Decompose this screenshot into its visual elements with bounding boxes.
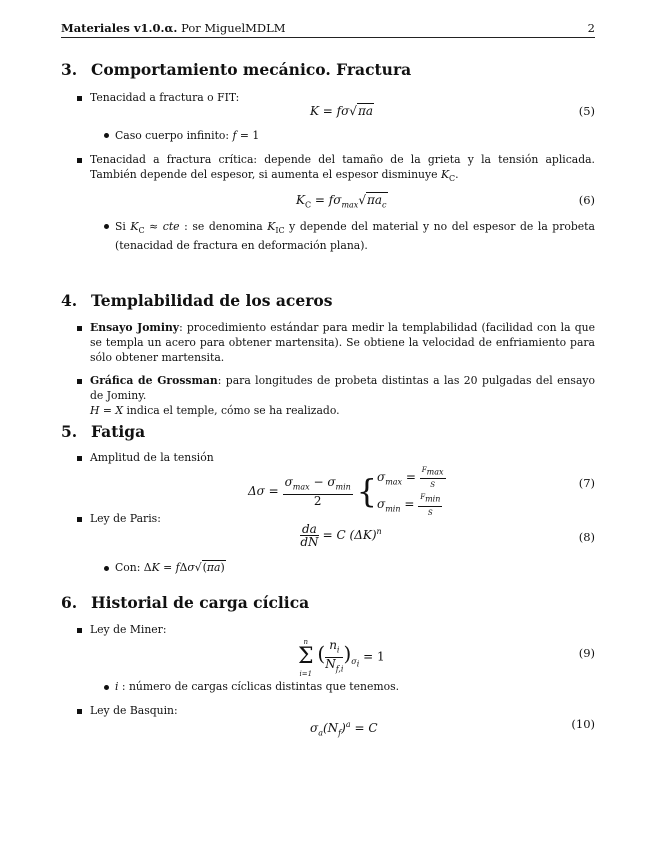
bullet-icon	[104, 133, 109, 138]
header-title: Materiales v1.0.α. Por MiguelMDLM	[61, 21, 286, 35]
running-header	[61, 20, 595, 38]
equation-6-number: (6)	[578, 193, 595, 207]
grossman-text: Gráfica de Grossman: para longitudes de probeta distintas a las 20 pulgadas del ensayo de Jominy. H = X indica el temple, cómo se ha realizado.	[90, 374, 595, 417]
amplitude-label: Amplitud de la tensión	[90, 451, 214, 464]
equation-8-number: (8)	[578, 530, 595, 544]
bullet-icon	[104, 224, 109, 229]
section-6-heading: 6. Historial de carga cíclica	[61, 593, 310, 612]
equation-9-number: (9)	[578, 646, 595, 660]
equation-10: $\sigma_a(N_f)^a = C$	[310, 720, 378, 738]
fit-label: Tenacidad a fractura o FIT:	[90, 91, 240, 104]
bullet-icon	[77, 628, 82, 633]
paris-label: Ley de Paris:	[90, 512, 161, 525]
equation-7: Δσ = $\frac{\sigma_{max} - \sigma_{min}}{2}$ {$\sigma_{max}$ = $\frac{F_{max}}{S}$ $\sigma_{min}$ = $\frac{F_{min}}{S}$	[248, 466, 444, 517]
infinite-body-case: Caso cuerpo infinito: f = 1	[115, 129, 260, 142]
bullet-icon	[104, 685, 109, 690]
bullet-icon	[77, 158, 82, 163]
bullet-icon	[77, 709, 82, 714]
paris-condition: Con: ΔK = fΔσ√(πa)	[115, 561, 225, 574]
equation-5-number: (5)	[578, 104, 595, 118]
critical-toughness-text: Tenacidad a fractura crítica: depende del tamaño de la grieta y la tensión aplicada. También depende del espesor, si aumenta el espesor disminuye $K_C$.	[90, 153, 595, 184]
kic-definition: Si $K_C$ ≈ cte : se denomina $K_{IC}$ y depende del material y no del espesor de la probeta (tenacidad de fractura en deformación plana).	[115, 220, 595, 253]
miner-label: Ley de Miner:	[90, 623, 167, 636]
basquin-label: Ley de Basquin:	[90, 704, 178, 717]
equation-7-number: (7)	[578, 476, 595, 490]
equation-9: n Σ i=1 ( $\frac{n_i}{N_{f,i}}$ )$_{\sigma_i} = 1$	[298, 638, 385, 678]
equation-6: $K_C = f\sigma_{max}√\pi a_c$	[296, 193, 387, 210]
bullet-icon	[104, 566, 109, 571]
jominy-text: Ensayo Jominy: procedimiento estándar para medir la templabilidad (facilidad con la que se templa un acero para obtener martensita). Se obtiene la velocidad de enfriamiento para sólo obtener martensita.	[90, 321, 595, 364]
miner-index-definition: i : número de cargas cíclicas distintas que tenemos.	[115, 680, 400, 693]
bullet-icon	[77, 96, 82, 101]
bullet-icon	[77, 326, 82, 331]
section-3-heading: 3. Comportamiento mecánico. Fractura	[61, 60, 412, 79]
section-5-heading: 5. Fatiga	[61, 422, 146, 441]
page-number: 2	[587, 21, 595, 35]
equation-8: $\frac{da}{dN}$ = C $(\Delta K)^n$	[300, 522, 382, 549]
equation-5: K = fσ√πa	[310, 104, 373, 118]
bullet-icon	[77, 379, 82, 384]
equation-10-number: (10)	[571, 717, 595, 731]
bullet-icon	[77, 456, 82, 461]
section-4-heading: 4. Templabilidad de los aceros	[61, 291, 333, 310]
bullet-icon	[77, 517, 82, 522]
